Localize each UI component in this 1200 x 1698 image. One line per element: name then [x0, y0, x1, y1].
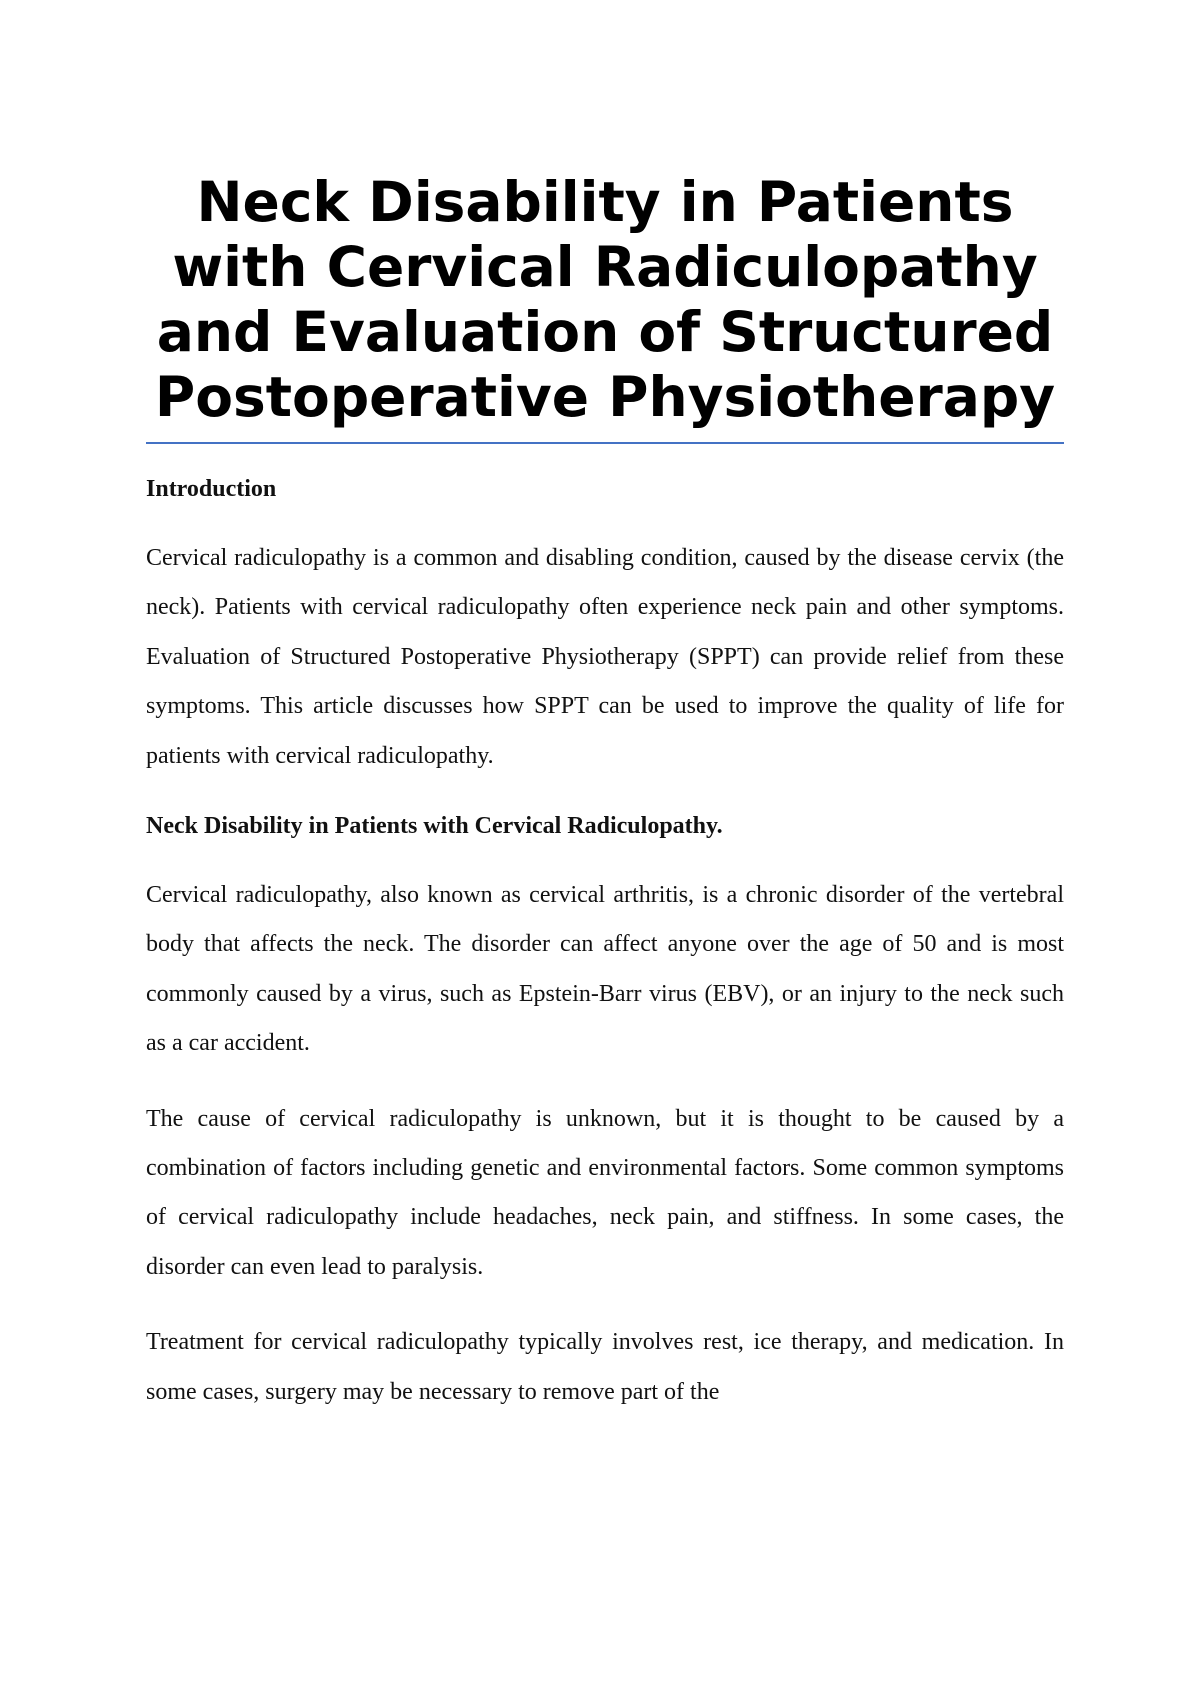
body-paragraph: Cervical radiculopathy, also known as cervical arthritis, is a chronic disorder of the vertebral body that affects the neck. The disorder can affect anyone over the age of 50 and is most commonly caused by a virus, such as Epstein-Barr virus (EBV), or an injury to the neck such as a car accident.	[146, 882, 1064, 1057]
body-paragraph: Treatment for cervical radiculopathy typically involves rest, ice therapy, and medication. In some cases, surgery may be necessary to remove part of the	[146, 1329, 1064, 1405]
document-page	[146, 170, 1064, 1417]
section-heading-introduction: Introduction	[146, 476, 277, 502]
intro-paragraph: Cervical radiculopathy is a common and disabling condition, caused by the disease cervix (the neck). Patients with cervical radiculopathy often experience neck pain and other symptoms. Evaluation of Structured Postoperative Physiotherapy (SPPT) can provide relief from these symptoms. This article discusses how SPPT can be used to improve the quality of life for patients with cervical radiculopathy.	[146, 545, 1064, 769]
section-heading-neck-disability: Neck Disability in Patients with Cervical Radiculopathy.	[146, 813, 723, 840]
body-paragraph: The cause of cervical radiculopathy is unknown, but it is thought to be caused by a combination of factors including genetic and environmental factors. Some common symptoms of cervical radiculopathy include headaches, neck pain, and stiffness. In some cases, the disorder can even lead to paralysis.	[146, 1105, 1064, 1280]
document-title: Neck Disability in Patients with Cervical Radiculopathy and Evaluation of Structured Postoperative Physiotherapy	[154, 170, 1056, 429]
title-divider	[146, 442, 1064, 444]
